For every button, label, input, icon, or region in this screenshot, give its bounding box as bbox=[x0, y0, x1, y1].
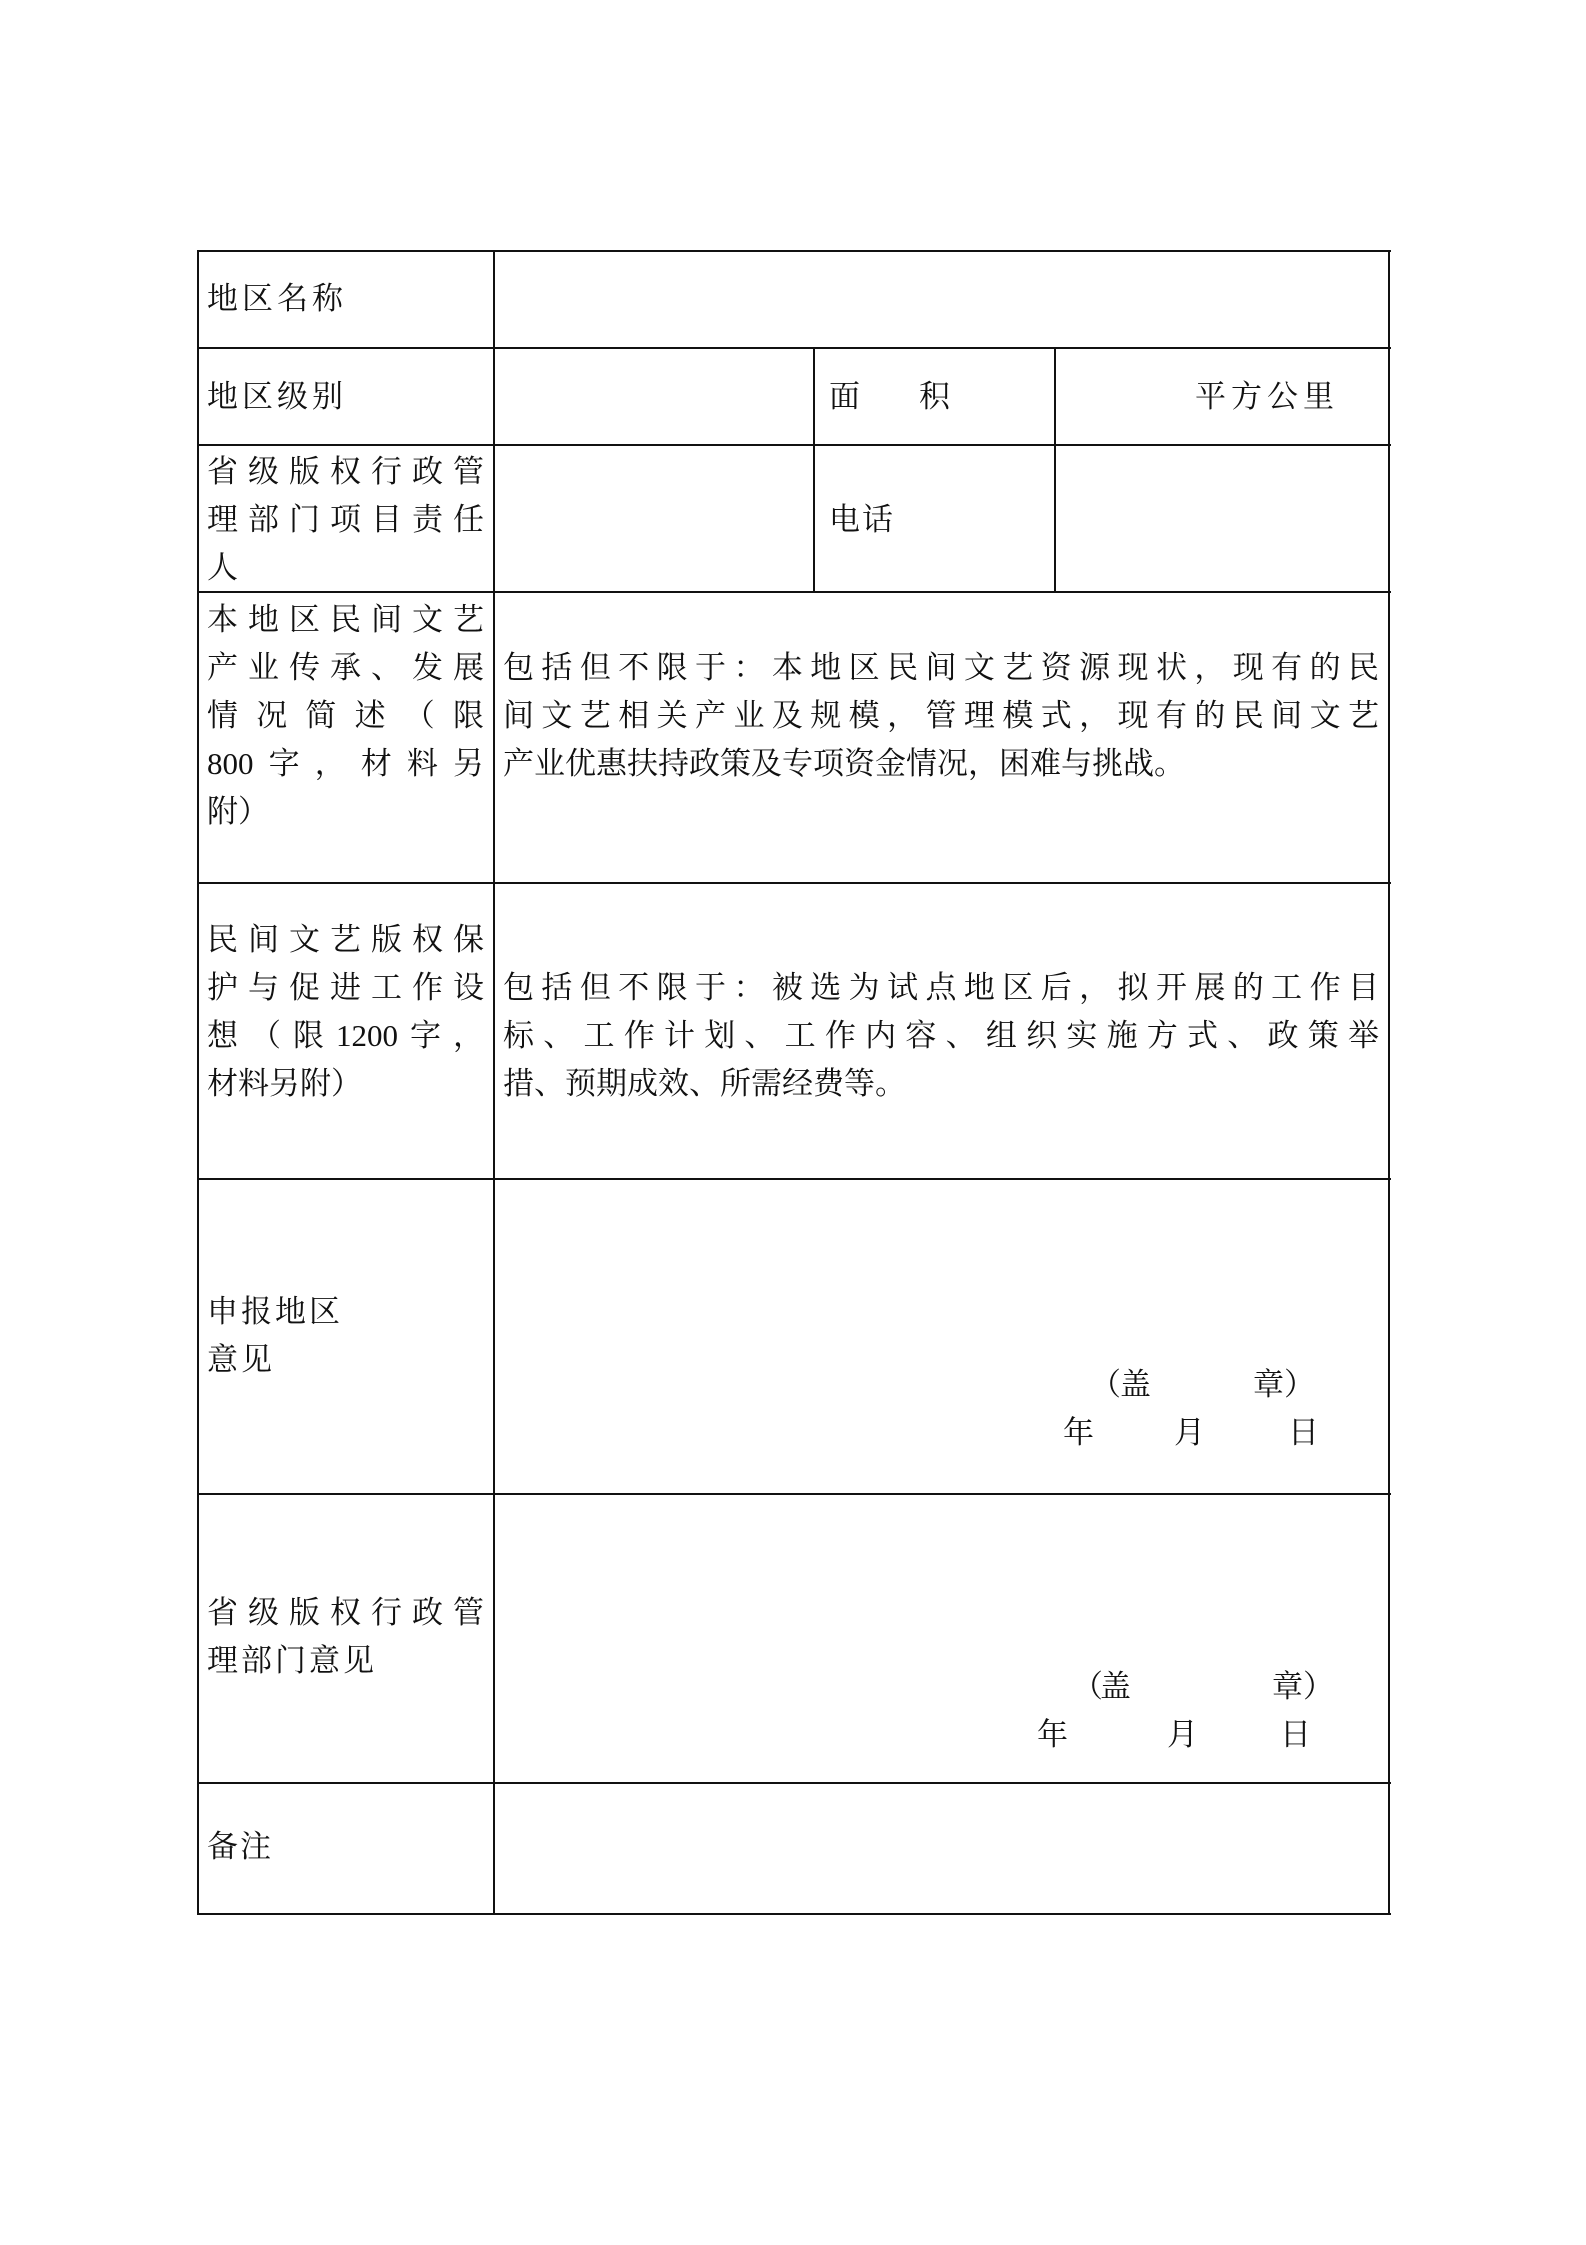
hint-line: 包括但不限于：本地区民间文艺资源现状，现有的民 bbox=[503, 650, 1379, 685]
label-line: 情况简述（限 bbox=[207, 698, 484, 733]
month-label: 月 bbox=[1167, 1717, 1198, 1752]
region-level-label: 地区级别 bbox=[207, 379, 347, 414]
region-name-label: 地区名称 bbox=[207, 281, 347, 316]
label-line: 理部门项目责任 bbox=[207, 502, 484, 537]
table-border-top bbox=[197, 250, 1391, 252]
phone-label: 电话 bbox=[829, 502, 895, 537]
stamp-char-right: 章 bbox=[1253, 1367, 1284, 1402]
stamp-paren-close: ） bbox=[1284, 1367, 1315, 1402]
row-divider bbox=[197, 347, 1391, 349]
phone-field[interactable] bbox=[1058, 448, 1386, 589]
region-name-field[interactable] bbox=[497, 254, 1386, 345]
provincial-opinion-label bbox=[207, 1589, 484, 1685]
work-plan-label bbox=[207, 916, 484, 1108]
stamp-char-left: 盖 bbox=[1100, 1669, 1131, 1704]
label-line: 想（限1200字， bbox=[207, 1018, 484, 1053]
label-line: 人 bbox=[207, 550, 238, 585]
provincial-opinion-field[interactable] bbox=[497, 1497, 1386, 1780]
industry-summary-field[interactable] bbox=[497, 595, 1386, 880]
label-line: 800字，材料另 bbox=[207, 746, 484, 781]
column-divider-right bbox=[1054, 347, 1056, 593]
label-line: 产业传承、发展 bbox=[207, 650, 484, 685]
stamp-char-left: 盖 bbox=[1120, 1367, 1151, 1402]
contact-person-label bbox=[207, 448, 484, 592]
label-line: 民间文艺版权保 bbox=[207, 922, 484, 957]
region-level-field[interactable] bbox=[497, 351, 811, 442]
row-divider bbox=[197, 444, 1391, 446]
table-border-bottom bbox=[197, 1913, 1391, 1915]
work-plan-hint bbox=[503, 964, 1379, 1108]
remarks-label: 备注 bbox=[207, 1829, 273, 1864]
column-divider-label bbox=[493, 250, 495, 1915]
label-line: 省级版权行政管 bbox=[207, 1595, 484, 1630]
hint-line: 包括但不限于：被选为试点地区后，拟开展的工作目 bbox=[503, 970, 1379, 1005]
row-divider bbox=[197, 882, 1391, 884]
row-divider bbox=[197, 1782, 1391, 1784]
column-divider-mid bbox=[813, 347, 815, 593]
day-label: 日 bbox=[1288, 1415, 1319, 1450]
stamp-char-right: 章 bbox=[1272, 1669, 1303, 1704]
year-label: 年 bbox=[1037, 1717, 1068, 1752]
label-line: 申报地区 bbox=[207, 1294, 343, 1329]
remarks-field[interactable] bbox=[497, 1786, 1386, 1911]
hint-line: 间文艺相关产业及规模，管理模式，现有的民间文艺 bbox=[503, 698, 1379, 733]
applicant-opinion-field[interactable] bbox=[497, 1182, 1386, 1491]
stamp-paren-open: （ bbox=[1090, 1367, 1121, 1402]
industry-summary-label bbox=[207, 596, 484, 836]
industry-summary-hint bbox=[503, 644, 1379, 788]
work-plan-field[interactable] bbox=[497, 886, 1386, 1176]
table-border-right bbox=[1388, 250, 1390, 1915]
stamp-paren-open: （ bbox=[1072, 1669, 1103, 1704]
label-line: 附） bbox=[207, 794, 269, 829]
area-field[interactable] bbox=[1058, 351, 1386, 442]
label-line: 护与促进工作设 bbox=[207, 970, 484, 1005]
day-label: 日 bbox=[1280, 1717, 1311, 1752]
contact-person-field[interactable] bbox=[497, 448, 811, 589]
label-line: 本地区民间文艺 bbox=[207, 602, 484, 637]
row-divider bbox=[197, 1493, 1391, 1495]
applicant-opinion-label bbox=[207, 1288, 343, 1384]
label-line: 理部门意见 bbox=[207, 1643, 377, 1678]
stamp-paren-close: ） bbox=[1303, 1669, 1334, 1704]
area-unit-label: 平方公里 bbox=[1195, 379, 1339, 414]
label-line: 省级版权行政管 bbox=[207, 454, 484, 489]
hint-line: 产业优惠扶持政策及专项资金情况，困难与挑战。 bbox=[503, 746, 1185, 781]
year-label: 年 bbox=[1063, 1415, 1094, 1450]
label-line: 材料另附） bbox=[207, 1066, 362, 1101]
label-line: 意见 bbox=[207, 1342, 275, 1377]
area-label: 面 积 bbox=[829, 379, 964, 414]
hint-line: 标、工作计划、工作内容、组织实施方式、政策举 bbox=[503, 1018, 1379, 1053]
row-divider bbox=[197, 1178, 1391, 1180]
month-label: 月 bbox=[1174, 1415, 1205, 1450]
hint-line: 措、预期成效、所需经费等。 bbox=[503, 1066, 906, 1101]
table-border-left bbox=[197, 250, 199, 1915]
